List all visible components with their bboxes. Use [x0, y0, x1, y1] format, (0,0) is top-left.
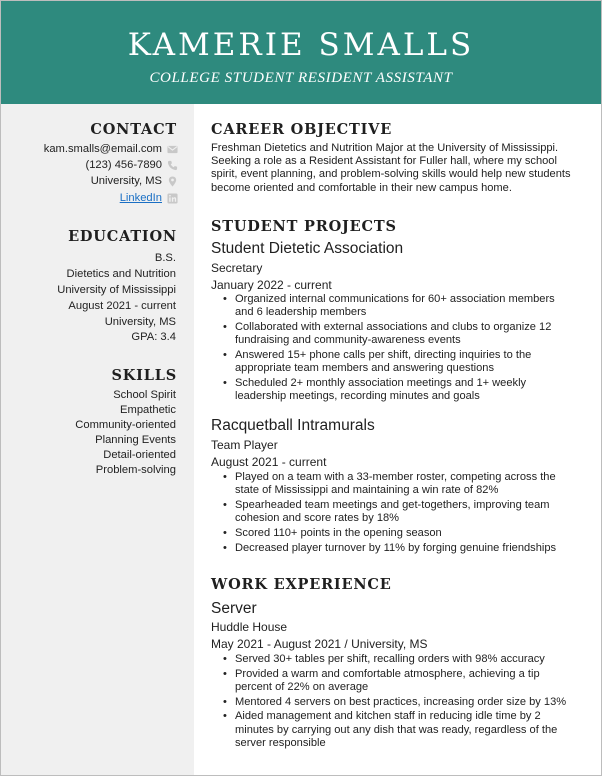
list-item: • Provided a warm and comfortable atmosphere, achieving a tip percent of 22% on average [223, 668, 571, 694]
list-item: • Collaborated with external associations and clubs to organize 12 fundraising and community-awareness events [223, 321, 571, 347]
skill-item: Planning Events [95, 434, 176, 446]
contact-location [91, 174, 178, 189]
project-position: Team Player [211, 438, 278, 452]
list-item: • Organized internal communications for 60+ association members and 6 leadership members [223, 293, 571, 319]
phone-text: (123) 456-7890 [85, 159, 162, 171]
contact-email[interactable] [44, 142, 178, 157]
job-company: Huddle House [211, 620, 288, 634]
job-dates: May 2021 - August 2021 / University, MS [211, 637, 428, 651]
projects-heading: STUDENT PROJECTS [211, 218, 397, 235]
objective-heading: CAREER OBJECTIVE [211, 121, 393, 138]
contact-heading: CONTACT [90, 121, 177, 138]
list-item: • Scored 110+ points in the opening season [223, 527, 571, 540]
map-pin-icon [167, 176, 178, 187]
skill-item: Empathetic [120, 404, 176, 416]
project-title: Student Dietetic Association [211, 240, 404, 257]
education-degree: B.S. [154, 252, 176, 264]
education-heading: EDUCATION [68, 228, 177, 245]
location-text: University, MS [90, 175, 162, 187]
job-title: Server [211, 600, 257, 617]
list-item: • Spearheaded team meetings and get-togethers, improving team cohesion and score rates by 18% [223, 499, 571, 525]
resume-header [1, 1, 601, 104]
list-item: • Aided management and kitchen staff in reducing idle time by 2 minutes by carrying out any dish that was ready, regardless of the server responsible [223, 710, 571, 750]
linkedin-icon [167, 193, 178, 204]
skill-item: Detail-oriented [103, 449, 176, 461]
project-bullets [223, 293, 571, 405]
work-heading: WORK EXPERIENCE [211, 576, 392, 593]
objective-text: Freshman Dietetics and Nutrition Major at the University of Mississippi. Seeking a role as a Resident Assistant for Fuller hall, where my school spirit, event planning, and problem-solving skills would help new students become oriented and comfortable in their new campus home. [211, 142, 571, 194]
email-text: kam.smalls@email.com [43, 143, 162, 155]
list-item: • Answered 15+ phone calls per shift, directing inquiries to the appropriate team members and answering questions [223, 349, 571, 375]
skills-heading: SKILLS [111, 367, 177, 384]
sidebar [1, 104, 194, 776]
candidate-subtitle: COLLEGE STUDENT RESIDENT ASSISTANT [149, 70, 453, 86]
education-location: University, MS [104, 316, 176, 328]
project-title: Racquetball Intramurals [211, 417, 375, 434]
project-bullets [223, 471, 571, 556]
list-item: • Scheduled 2+ monthly association meetings and 1+ weekly leadership meetings, recording minutes and goals [223, 377, 571, 403]
education-major: Dietetics and Nutrition [66, 268, 176, 280]
project-dates: January 2022 - current [211, 278, 332, 292]
skill-item: Problem-solving [95, 464, 176, 476]
education-gpa: GPA: 3.4 [131, 331, 176, 343]
skill-item: School Spirit [113, 389, 176, 401]
list-item: • Served 30+ tables per shift, recalling orders with 98% accuracy [223, 653, 571, 666]
phone-icon [167, 160, 178, 171]
list-item: • Mentored 4 servers on best practices, increasing order size by 13% [223, 696, 571, 709]
list-item: • Played on a team with a 33-member roster, competing across the state of Mississippi and maintaining a win rate of 82% [223, 471, 571, 497]
linkedin-link[interactable]: LinkedIn [119, 192, 162, 204]
contact-phone[interactable] [85, 158, 178, 173]
education-dates: August 2021 - current [68, 300, 176, 312]
education-school: University of Mississippi [57, 284, 176, 296]
list-item: • Decreased player turnover by 11% by forging genuine friendships [223, 542, 571, 555]
job-bullets [223, 653, 571, 751]
project-dates: August 2021 - current [211, 455, 327, 469]
envelope-icon [167, 144, 178, 155]
project-position: Secretary [211, 261, 263, 275]
contact-linkedin[interactable] [120, 191, 178, 206]
candidate-name: KAMERIE SMALLS [127, 27, 475, 63]
skill-item: Community-oriented [75, 419, 176, 431]
